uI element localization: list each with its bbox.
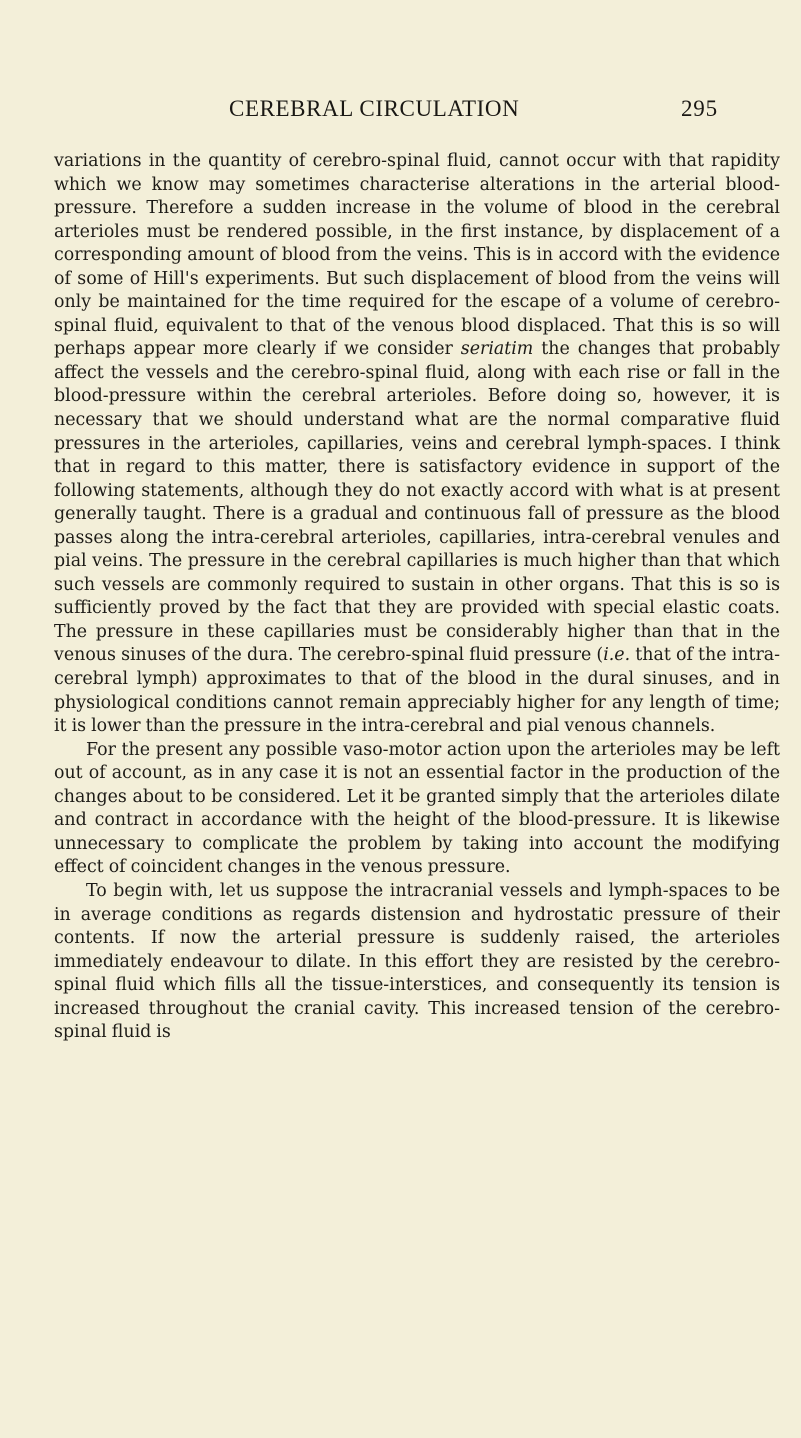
italic-term-seriatim: seriatim	[460, 339, 534, 360]
paragraph-1	[54, 150, 780, 739]
page-number: 295	[681, 96, 718, 121]
paragraph-1-text-cont: the changes that probably affect the vessels and the cerebro-spinal fluid, along with each rise or fall in the blood-pressure within the cerebral arterioles. Before doing so, however, it is necessary that we should understand what are the normal comparative fluid pressures in the arterioles, capillaries, veins and cerebral lymph-spaces. I think that in regard to this matter, there is satisfactory evidence in support of the following statements, although they do not exactly accord with what is at present generally taught. There is a gradual and continuous fall of pressure as the blood passes along the intra-cerebral arterioles, capillaries, intra-cerebral venules and pial veins. The pressure in the cerebral capillaries is much higher than that which such vessels are commonly required to sustain in other organs. That this is so is sufficiently proved by the fact that they are provided with special elastic coats. The pressure in these capillaries must be considerably higher than that in the venous sinuses of the dura. The cerebro-spinal fluid pressure (	[54, 339, 781, 666]
paragraph-1-text: variations in the quantity of cerebro-spinal fluid, cannot occur with that rapidity which we know may sometimes characterise alterations in the arterial blood-pressure. Therefore a sudden increase in the volume of blood in the cerebral arterioles must be rendered possible, in the first instance, by displacement of a corresponding amount of blood from the veins. This is in accord with the evidence of some of Hill's experiments. But such displacement of blood from the veins will only be maintained for the time required for the escape of a volume of cerebro-spinal fluid, equivalent to that of the venous blood displaced. That this is so will perhaps appear more clearly if we consider	[54, 151, 780, 360]
italic-term-ie: i.e.	[603, 645, 631, 666]
body-text	[54, 150, 780, 1045]
running-title: CEREBRAL CIRCULATION	[229, 96, 520, 121]
paragraph-1-text-end: that of the intra-cerebral lymph) approximates to that of the blood in the dural sinuses, and in physiological conditions cannot remain appreciably higher for any length of time; it is lower than the pressure in the intra-cerebral and pial venous channels.	[54, 645, 781, 737]
paragraph-2: For the present any possible vaso-motor action upon the arterioles may be left out of account, as in any case it is not an essential factor in the production of the changes about to be considered. Let it be granted simply that the arterioles dilate and contract in accordance with the height of the blood-pressure. It is likewise unnecessary to complicate the problem by taking into account the modifying effect of coincident changes in the venous pressure.	[54, 739, 780, 878]
paragraph-3: To begin with, let us suppose the intracranial vessels and lymph-spaces to be in average conditions as regards distension and hydrostatic pressure of their contents. If now the arterial pressure is suddenly raised, the arterioles immediately endeavour to dilate. In this effort they are resisted by the cerebro-spinal fluid which fills all the tissue-interstices, and consequently its tension is increased throughout the cranial cavity. This increased tension of the cerebro-spinal fluid is	[54, 880, 780, 1043]
